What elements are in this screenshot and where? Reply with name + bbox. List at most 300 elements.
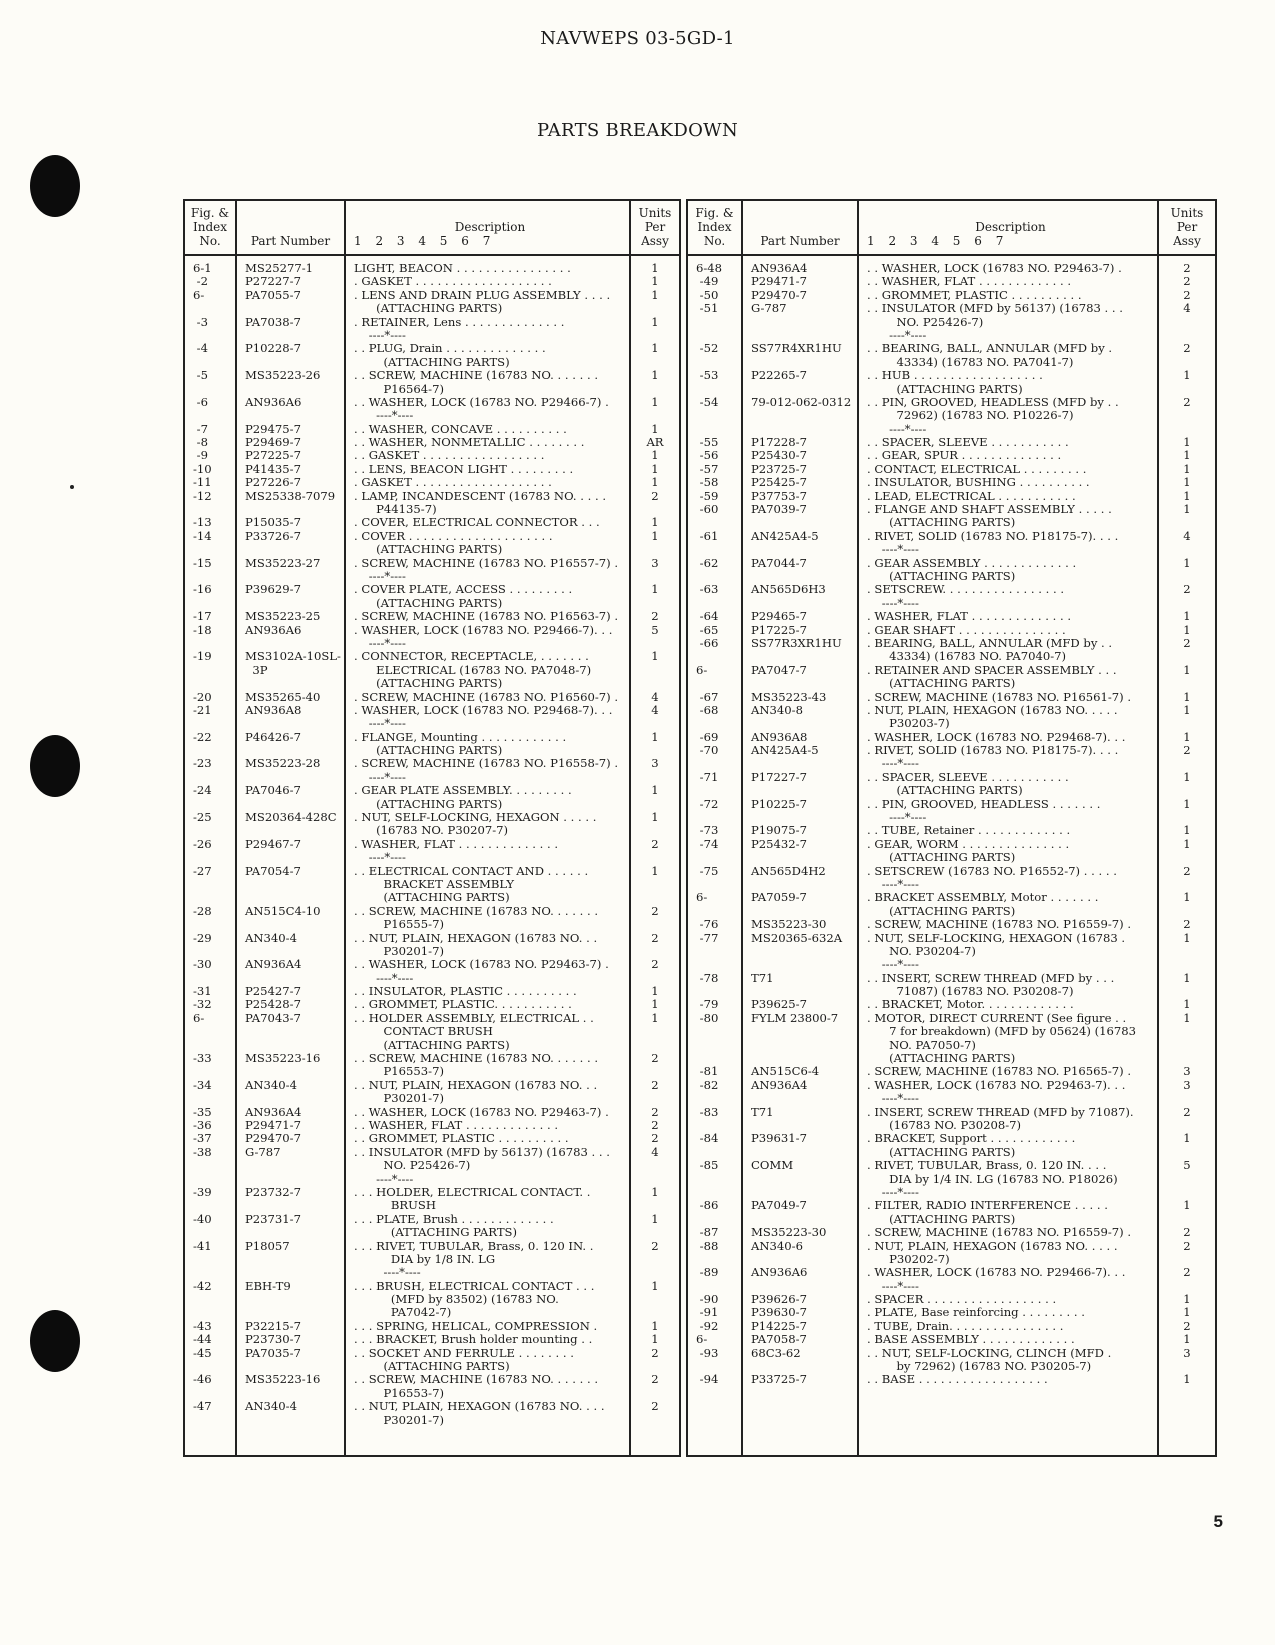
part-number: PA7055-7 xyxy=(245,288,301,302)
part-description: . BRACKET, Support . . . . . . . . . . . . xyxy=(867,1132,1076,1146)
units-per-assy: 1 xyxy=(651,985,659,999)
part-description: . COVER PLATE, ACCESS . . . . . . . . . xyxy=(354,583,573,597)
part-description-continuation: (ATTACHING PARTS) xyxy=(354,1360,510,1374)
part-description-continuation: ----*---- xyxy=(867,328,927,342)
part-number: P17228-7 xyxy=(751,436,807,450)
units-per-assy: 1 xyxy=(651,811,659,825)
blank-line xyxy=(743,597,857,610)
part-description: . . SCREW, MACHINE (16783 NO. . . . . . . xyxy=(354,904,599,918)
part-number: P29467-7 xyxy=(245,837,301,851)
part-number: P46426-7 xyxy=(245,730,301,744)
units-per-assy: 2 xyxy=(651,1052,659,1066)
units-per-assy: 2 xyxy=(1183,583,1191,597)
units-per-assy: 2 xyxy=(1183,636,1191,650)
blank-line xyxy=(237,597,344,610)
units-per-assy: 1 xyxy=(1183,623,1191,637)
units-per-assy: 1 xyxy=(1183,730,1191,744)
part-description: . SCREW, MACHINE (16783 NO. P16560-7) . xyxy=(354,690,619,704)
fig-index: -68 xyxy=(696,703,719,717)
units-per-assy: 1 xyxy=(651,262,659,275)
part-number: PA7059-7 xyxy=(751,891,807,905)
units-per-assy: 1 xyxy=(1183,1293,1191,1307)
fig-index: -28 xyxy=(193,904,212,918)
fig-index: -59 xyxy=(696,489,719,503)
units-per-assy: 5 xyxy=(1183,1159,1191,1173)
part-description-continuation: P30201-7) xyxy=(354,1092,444,1106)
units-per-assy: 2 xyxy=(651,1105,659,1119)
blank-line xyxy=(237,637,344,650)
part-number: AN515C6-4 xyxy=(751,1065,820,1079)
part-number: AN565D6H3 xyxy=(751,583,826,597)
blank-line xyxy=(631,1159,679,1172)
fig-index: -33 xyxy=(193,1052,212,1066)
blank-line xyxy=(743,958,857,971)
fig-index: -76 xyxy=(696,918,719,932)
part-number: P39625-7 xyxy=(751,998,807,1012)
part-number: AN340-4 xyxy=(245,931,297,945)
part-description: . . WASHER, LOCK (16783 NO. P29463-7) . xyxy=(354,1105,609,1119)
part-description: . MOTOR, DIRECT CURRENT (See figure . . xyxy=(867,1011,1127,1025)
fig-index: -17 xyxy=(193,610,212,624)
part-description-continuation: DIA by 1/4 IN. LG (16783 NO. P18026) xyxy=(867,1172,1118,1186)
units-per-assy: 1 xyxy=(651,1212,659,1226)
part-description-continuation: (ATTACHING PARTS) xyxy=(354,677,503,691)
part-description-continuation: (16783 NO. P30208-7) xyxy=(867,1119,1022,1132)
part-description: . . . RIVET, TUBULAR, Brass, 0. 120 IN. . xyxy=(354,1239,594,1253)
part-description: . RETAINER, Lens . . . . . . . . . . . . . . xyxy=(354,315,565,329)
part-description-continuation: (ATTACHING PARTS) xyxy=(354,891,510,905)
part-number: SS77R3XR1HU xyxy=(751,636,842,650)
blank-line xyxy=(688,1025,741,1038)
units-per-assy: 1 xyxy=(651,1333,659,1347)
part-description: . . . BRUSH, ELECTRICAL CONTACT . . . xyxy=(354,1279,595,1293)
part-description: . . . HOLDER, ELECTRICAL CONTACT. . xyxy=(354,1185,591,1199)
fig-index: -9 xyxy=(193,449,208,463)
part-description: . GEAR, WORM . . . . . . . . . . . . . . . xyxy=(867,837,1070,851)
part-number: MS35223-25 xyxy=(245,610,321,624)
units-per-assy: AR xyxy=(646,436,664,450)
blank-line xyxy=(688,1173,741,1186)
part-description-continuation: (16783 NO. P30207-7) xyxy=(354,824,509,838)
part-description: . WASHER, LOCK (16783 NO. P29468-7). . . xyxy=(867,730,1126,744)
part-description: . NUT, PLAIN, HEXAGON (16783 NO. . . . . xyxy=(867,1239,1118,1253)
part-description: . . WASHER, FLAT . . . . . . . . . . . . . xyxy=(867,275,1072,289)
part-number: P18057 xyxy=(245,1239,290,1253)
blank-line xyxy=(743,717,857,730)
fig-index: -86 xyxy=(696,1199,719,1213)
fig-index: -46 xyxy=(193,1373,212,1387)
part-number: AN936A8 xyxy=(245,703,302,717)
blank-line xyxy=(237,1159,344,1172)
part-description-continuation: (ATTACHING PARTS) xyxy=(867,516,1016,530)
part-description-continuation: (ATTACHING PARTS) xyxy=(354,1038,510,1052)
blank-line xyxy=(631,677,679,690)
units-per-assy: 1 xyxy=(651,1011,659,1025)
part-number: MS25338-7079 xyxy=(245,489,336,503)
part-description: . . PIN, GROOVED, HEADLESS (MFD by . . xyxy=(867,395,1119,409)
part-number: P29471-7 xyxy=(751,275,807,289)
units-column xyxy=(1158,255,1216,1456)
part-description-continuation: ----*---- xyxy=(867,1279,919,1293)
units-per-assy: 1 xyxy=(1183,503,1191,517)
fig-index: -6 xyxy=(193,395,208,409)
fig-index: -20 xyxy=(193,690,212,704)
part-number: P39626-7 xyxy=(751,1293,807,1307)
part-description-continuation: 43334) (16783 NO. PA7041-7) xyxy=(867,355,1074,369)
fig-index: -87 xyxy=(696,1226,719,1240)
blank-line xyxy=(631,878,679,891)
part-number: P33725-7 xyxy=(751,1373,807,1387)
part-number: EBH-T9 xyxy=(245,1279,291,1293)
header-fig-index: Fig. & Index No. xyxy=(184,200,236,255)
fig-index: -11 xyxy=(193,476,212,490)
fig-index: -15 xyxy=(193,556,212,570)
part-description: . . WASHER, CONCAVE . . . . . . . . . . xyxy=(354,422,567,436)
units-per-assy: 1 xyxy=(1183,449,1191,463)
blank-line xyxy=(237,824,344,837)
part-description-continuation: 71087) (16783 NO. P30208-7) xyxy=(867,985,1074,999)
part-description-continuation: P30201-7) xyxy=(354,1413,444,1427)
part-description: . WASHER, LOCK (16783 NO. P29466-7). . . xyxy=(867,1266,1126,1280)
blank-line xyxy=(185,302,235,315)
blank-line xyxy=(185,543,235,556)
part-description-continuation: ----*---- xyxy=(354,971,414,985)
blank-line xyxy=(688,958,741,971)
part-description: . . SCREW, MACHINE (16783 NO. . . . . . . xyxy=(354,369,599,383)
part-number: P23725-7 xyxy=(751,462,807,476)
units-per-assy: 4 xyxy=(651,690,659,704)
part-description-continuation: 7 for breakdown) (MFD by 05624) (16783 xyxy=(867,1025,1137,1039)
part-description-continuation: (ATTACHING PARTS) xyxy=(354,744,503,758)
part-description-continuation: ----*---- xyxy=(867,422,927,436)
blank-line xyxy=(743,1280,857,1293)
fig-index: -64 xyxy=(696,610,719,624)
blank-line xyxy=(185,1092,235,1105)
blank-line xyxy=(185,637,235,650)
part-description: . . PLUG, Drain . . . . . . . . . . . . . . xyxy=(354,342,546,356)
blank-line xyxy=(631,1306,679,1319)
table-body xyxy=(184,255,680,1456)
fig-index: -70 xyxy=(696,744,719,758)
part-description-continuation: ----*---- xyxy=(867,1185,919,1199)
blank-line xyxy=(1159,1173,1215,1186)
blank-line xyxy=(237,383,344,396)
part-description: . WASHER, LOCK (16783 NO. P29463-7). . . xyxy=(867,1078,1126,1092)
blank-line xyxy=(631,543,679,556)
part-description-continuation: NO. PA7050-7) xyxy=(867,1038,976,1052)
blank-line xyxy=(631,1387,679,1400)
part-description-continuation: ----*---- xyxy=(354,717,406,731)
fig-index: -14 xyxy=(193,529,212,543)
part-description: . . GROMMET, PLASTIC . . . . . . . . . . xyxy=(354,1132,569,1146)
units-per-assy: 1 xyxy=(1183,690,1191,704)
part-description-continuation: (ATTACHING PARTS) xyxy=(867,851,1016,865)
units-per-assy: 4 xyxy=(651,1145,659,1159)
fig-index: -31 xyxy=(193,985,212,999)
blank-line xyxy=(743,677,857,690)
part-description: . . INSERT, SCREW THREAD (MFD by . . . xyxy=(867,971,1115,985)
units-per-assy: 1 xyxy=(651,864,659,878)
units-per-assy: 2 xyxy=(1183,1226,1191,1240)
blank-line xyxy=(631,798,679,811)
units-per-assy: 1 xyxy=(651,422,659,436)
units-per-assy: 3 xyxy=(1183,1078,1191,1092)
part-number: MS35223-26 xyxy=(245,369,321,383)
fig-index: -75 xyxy=(696,864,719,878)
blank-line xyxy=(185,798,235,811)
blank-line xyxy=(688,878,741,891)
fig-index: -10 xyxy=(193,462,212,476)
units-per-assy: 2 xyxy=(1183,1319,1191,1333)
blank-line xyxy=(185,409,235,422)
blank-line xyxy=(185,1266,235,1279)
part-description: . WASHER, LOCK (16783 NO. P29468-7). . . xyxy=(354,703,613,717)
blank-line xyxy=(1159,409,1215,422)
part-number: T71 xyxy=(751,1105,774,1119)
part-description-continuation: (ATTACHING PARTS) xyxy=(354,1226,518,1240)
page-title: PARTS BREAKDOWN xyxy=(536,120,739,141)
part-description-continuation: ----*---- xyxy=(354,1172,414,1186)
blank-line xyxy=(237,1306,344,1319)
units-per-assy: 1 xyxy=(651,288,659,302)
blank-line xyxy=(237,1092,344,1105)
part-number: MS20365-632A xyxy=(751,931,843,945)
part-number: AN340-6 xyxy=(751,1239,803,1253)
part-description: . . WASHER, LOCK (16783 NO. P29463-7) . xyxy=(354,958,609,972)
part-number: PA7046-7 xyxy=(245,784,301,798)
part-description: . BEARING, BALL, ANNULAR (MFD by . . xyxy=(867,636,1113,650)
blank-line xyxy=(185,1065,235,1078)
blank-line xyxy=(743,650,857,663)
fig-index: -5 xyxy=(193,369,208,383)
blank-line xyxy=(743,878,857,891)
fig-index: -88 xyxy=(696,1239,719,1253)
fig-index: -82 xyxy=(696,1078,719,1092)
blank-line xyxy=(688,1280,741,1293)
part-number: P29470-7 xyxy=(245,1132,301,1146)
blank-line xyxy=(237,1414,344,1427)
fig-index: -71 xyxy=(696,770,719,784)
part-description-continuation: (ATTACHING PARTS) xyxy=(867,1212,1016,1226)
blank-line xyxy=(185,329,235,342)
part-number: P41435-7 xyxy=(245,462,301,476)
blank-line xyxy=(1159,516,1215,529)
units-per-assy: 3 xyxy=(651,757,659,771)
blank-line xyxy=(631,664,679,677)
blank-line xyxy=(1159,1360,1215,1373)
part-description: . . . SPRING, HELICAL, COMPRESSION . xyxy=(354,1319,598,1333)
part-number: P23730-7 xyxy=(245,1333,301,1347)
blank-line xyxy=(1159,1213,1215,1226)
fig-index: -54 xyxy=(696,395,719,409)
units-per-assy: 1 xyxy=(1183,797,1191,811)
units-per-assy: 1 xyxy=(651,998,659,1012)
part-number: AN340-4 xyxy=(245,1078,297,1092)
blank-line xyxy=(237,851,344,864)
part-description: . NUT, SELF-LOCKING, HEXAGON (16783 . xyxy=(867,931,1126,945)
part-description-continuation: NO. P25426-7) xyxy=(354,1159,471,1173)
part-description-continuation: (ATTACHING PARTS) xyxy=(354,797,503,811)
blank-line xyxy=(631,918,679,931)
blank-line xyxy=(743,1052,857,1065)
part-number: PA7058-7 xyxy=(751,1333,807,1347)
part-description-continuation: ----*---- xyxy=(354,770,406,784)
fig-index: -47 xyxy=(193,1400,212,1414)
blank-line xyxy=(631,891,679,904)
blank-line xyxy=(237,744,344,757)
header-description: Description 1 2 3 4 5 6 7 xyxy=(858,200,1158,255)
blank-line xyxy=(185,717,235,730)
units-per-assy: 1 xyxy=(1183,770,1191,784)
part-description-continuation: P30201-7) xyxy=(354,944,444,958)
blank-line xyxy=(1159,570,1215,583)
part-number: MS35223-30 xyxy=(751,918,827,932)
part-description: . GASKET . . . . . . . . . . . . . . . . . . . xyxy=(354,275,552,289)
part-number: P33726-7 xyxy=(245,529,301,543)
part-description-continuation: ----*---- xyxy=(354,328,406,342)
blank-line xyxy=(1159,1186,1215,1199)
part-description: . TUBE, Drain. . . . . . . . . . . . . . . . xyxy=(867,1319,1064,1333)
part-number: MS35223-16 xyxy=(245,1373,321,1387)
blank-line xyxy=(237,918,344,931)
part-number: P25427-7 xyxy=(245,985,301,999)
document-id: NAVWEPS 03-5GD-1 xyxy=(540,28,735,49)
units-per-assy: 1 xyxy=(1183,1333,1191,1347)
part-description: . . ELECTRICAL CONTACT AND . . . . . . xyxy=(354,864,589,878)
fig-index: -7 xyxy=(193,422,208,436)
blank-line xyxy=(631,409,679,422)
blank-line xyxy=(185,891,235,904)
part-number: MS25277-1 xyxy=(245,262,313,275)
blank-line xyxy=(1159,650,1215,663)
part-description: . SETSCREW. . . . . . . . . . . . . . . . . xyxy=(867,583,1065,597)
blank-line xyxy=(185,945,235,958)
part-description-continuation: ----*---- xyxy=(867,543,919,557)
fig-index: -8 xyxy=(193,436,208,450)
units-per-assy: 3 xyxy=(1183,1346,1191,1360)
blank-line xyxy=(688,597,741,610)
blank-line xyxy=(1159,757,1215,770)
part-description: . . SPACER, SLEEVE . . . . . . . . . . . xyxy=(867,436,1069,450)
part-number: P15035-7 xyxy=(245,516,301,530)
fig-index: -62 xyxy=(696,556,719,570)
units-per-assy: 2 xyxy=(651,1119,659,1132)
part-number: MS35223-27 xyxy=(245,556,321,570)
part-number: AN565D4H2 xyxy=(751,864,826,878)
units-per-assy: 1 xyxy=(1183,837,1191,851)
part-description: . SCREW, MACHINE (16783 NO. P16561-7) . xyxy=(867,690,1132,704)
units-per-assy: 2 xyxy=(1183,1266,1191,1280)
fig-index: -94 xyxy=(696,1373,719,1387)
fig-index: -55 xyxy=(696,436,719,450)
blank-line xyxy=(688,316,741,329)
fig-index: -92 xyxy=(696,1319,719,1333)
part-number: 79-012-062-0312 xyxy=(751,395,852,409)
blank-line xyxy=(185,851,235,864)
fig-index: -51 xyxy=(696,302,719,316)
part-number: P39630-7 xyxy=(751,1306,807,1320)
part-number-column xyxy=(236,255,345,1456)
blank-line xyxy=(688,409,741,422)
blank-line xyxy=(631,744,679,757)
part-description: . . NUT, PLAIN, HEXAGON (16783 NO. . . xyxy=(354,1078,598,1092)
blank-line xyxy=(237,972,344,985)
fig-index: -49 xyxy=(696,275,719,289)
fig-index: -79 xyxy=(696,998,719,1012)
fig-index-column xyxy=(184,255,236,1456)
blank-line xyxy=(631,1414,679,1427)
blank-line xyxy=(185,677,235,690)
blank-line xyxy=(631,851,679,864)
part-description: . . GEAR, SPUR . . . . . . . . . . . . . . xyxy=(867,449,1062,463)
units-per-assy: 1 xyxy=(1183,703,1191,717)
part-description: . NUT, PLAIN, HEXAGON (16783 NO. . . . . xyxy=(867,703,1118,717)
units-per-assy: 1 xyxy=(651,342,659,356)
part-description-continuation: P16553-7) xyxy=(354,1065,444,1079)
blank-line xyxy=(631,1293,679,1306)
part-description-continuation: ----*---- xyxy=(354,569,406,583)
fig-index: -57 xyxy=(696,462,719,476)
units-per-assy: 2 xyxy=(1183,262,1191,275)
part-description: . RIVET, SOLID (16783 NO. P18175-7). . . . xyxy=(867,529,1119,543)
fig-index: -45 xyxy=(193,1346,212,1360)
units-per-assy: 1 xyxy=(1183,436,1191,450)
blank-line xyxy=(743,383,857,396)
part-description-continuation: P16555-7) xyxy=(354,918,444,932)
part-number: AN936A6 xyxy=(245,395,302,409)
blank-line xyxy=(185,1253,235,1266)
part-description-continuation: (ATTACHING PARTS) xyxy=(867,382,1023,396)
blank-line xyxy=(1159,1119,1215,1132)
units-per-assy: 1 xyxy=(1183,462,1191,476)
part-description: . . INSULATOR (MFD by 56137) (16783 . . . xyxy=(354,1145,610,1159)
blank-line xyxy=(237,1065,344,1078)
part-description: . GASKET . . . . . . . . . . . . . . . . . . . xyxy=(354,476,552,490)
part-number-continuation: 3P xyxy=(245,663,268,677)
fig-index: -67 xyxy=(696,690,719,704)
part-description-continuation: P30203-7) xyxy=(867,717,950,731)
part-number: P27225-7 xyxy=(245,449,301,463)
blank-line xyxy=(237,503,344,516)
blank-line xyxy=(237,570,344,583)
units-per-assy: 1 xyxy=(1183,824,1191,838)
part-number: PA7043-7 xyxy=(245,1011,301,1025)
units-per-assy: 1 xyxy=(1183,931,1191,945)
part-description-continuation: by 72962) (16783 NO. P30205-7) xyxy=(867,1360,1092,1374)
fig-index: -84 xyxy=(696,1132,719,1146)
part-description: . . INSULATOR (MFD by 56137) (16783 . . . xyxy=(867,302,1123,316)
blank-line xyxy=(631,503,679,516)
part-description: . SCREW, MACHINE (16783 NO. P16563-7) . xyxy=(354,610,619,624)
blank-line xyxy=(743,570,857,583)
blank-line xyxy=(237,1360,344,1373)
part-description: . SCREW, MACHINE (16783 NO. P16559-7) . xyxy=(867,1226,1132,1240)
part-description-continuation: NO. P30204-7) xyxy=(867,944,976,958)
part-number: AN515C4-10 xyxy=(245,904,321,918)
part-number: P39629-7 xyxy=(245,583,301,597)
part-description: . . SCREW, MACHINE (16783 NO. . . . . . . xyxy=(354,1052,599,1066)
units-per-assy: 2 xyxy=(1183,1239,1191,1253)
header-fig-index: Fig. & Index No. xyxy=(687,200,742,255)
units-per-assy: 2 xyxy=(651,1400,659,1414)
part-description: . . WASHER, NONMETALLIC . . . . . . . . xyxy=(354,436,585,450)
part-number: AN340-4 xyxy=(245,1400,297,1414)
blank-line xyxy=(631,717,679,730)
part-description-continuation: (ATTACHING PARTS) xyxy=(867,904,1016,918)
part-number: P23732-7 xyxy=(245,1185,301,1199)
units-column xyxy=(630,255,680,1456)
fig-index: -39 xyxy=(193,1185,212,1199)
